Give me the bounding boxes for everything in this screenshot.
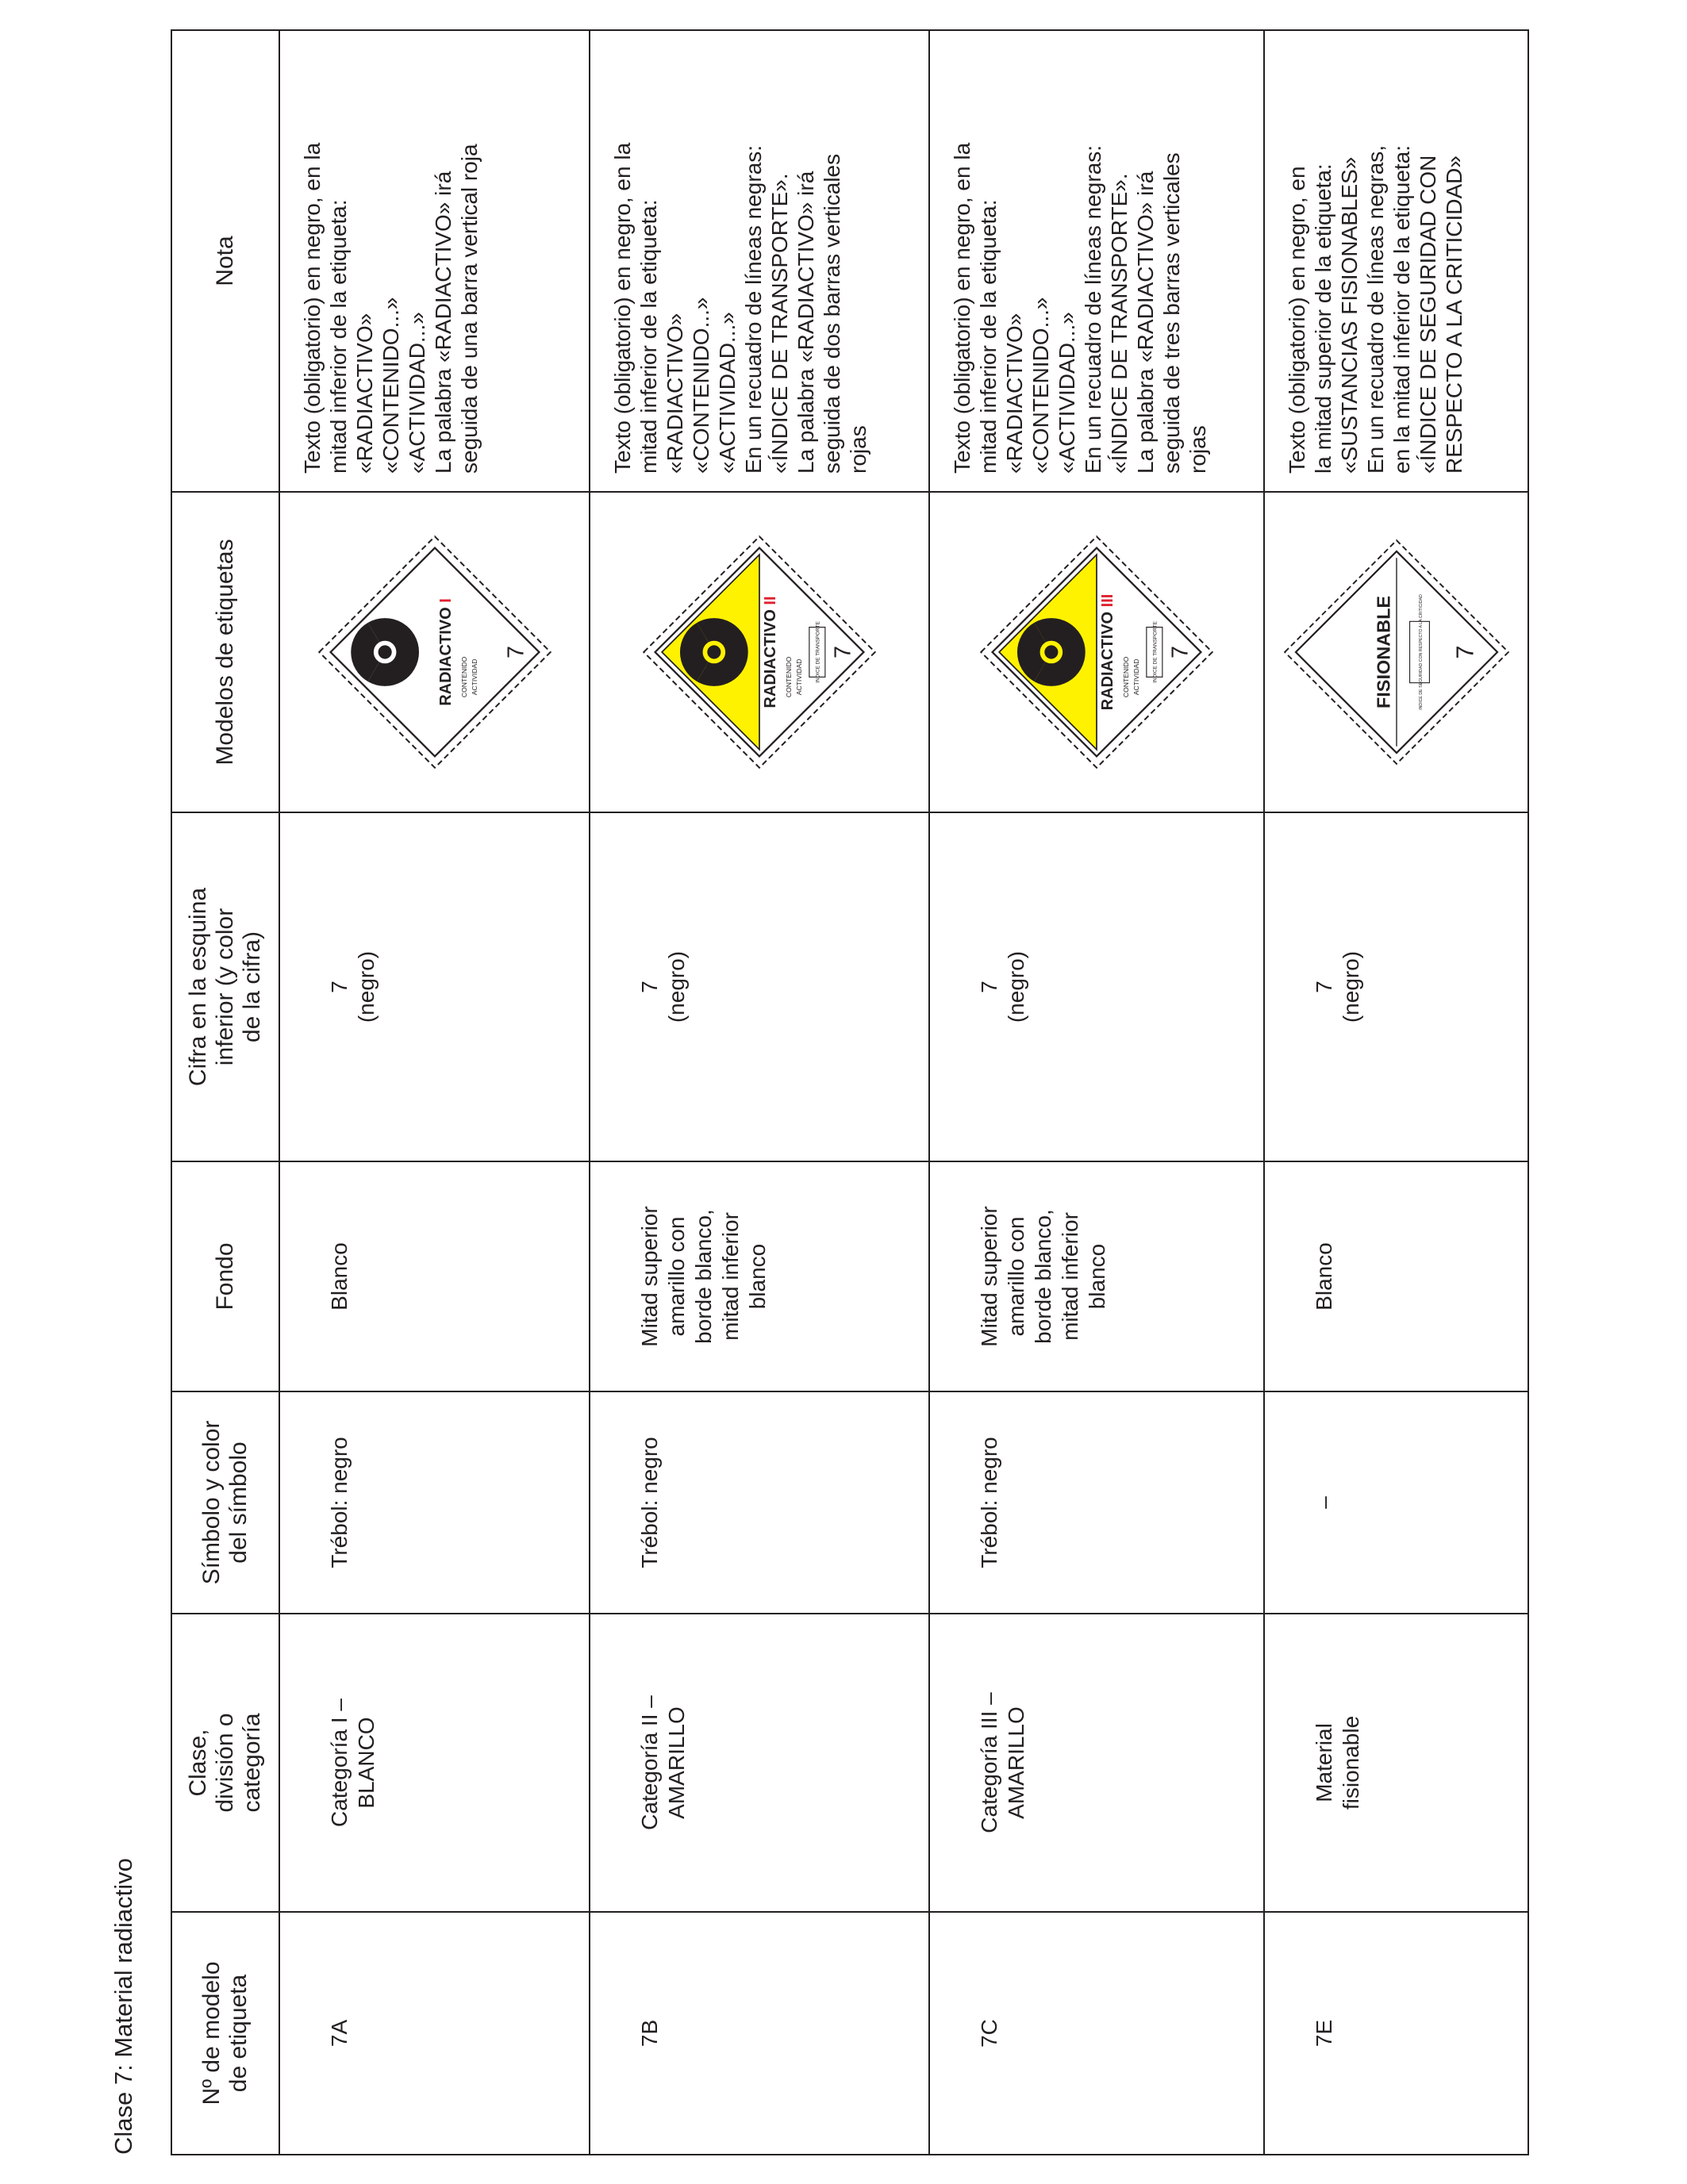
cell-model: 7B [590, 1912, 929, 2155]
cell-label-image [1264, 492, 1528, 812]
cell-figure: 7 (negro) [279, 812, 590, 1161]
header-model: Nº de modelo de etiqueta [171, 1912, 279, 2155]
cell-model: 7A [279, 1912, 590, 2155]
cell-figure: 7 (negro) [1264, 812, 1528, 1161]
header-figure: Cifra en la esquina inferior (y color de la cifra) [171, 812, 279, 1161]
svg-text:RADIACTIVO III [1099, 594, 1116, 711]
label-word: RADIACTIVO [762, 609, 779, 708]
rotated-table-wrapper [171, 31, 1526, 2155]
cell-label-image [590, 492, 929, 812]
radioactive-label-7c [978, 533, 1216, 771]
cell-model: 7C [929, 1912, 1264, 2155]
label-word: FISIONABLE [1373, 595, 1394, 709]
cell-note: Texto (obligatorio) en negro, en la mitad inferior de la etiqueta: «RADIACTIVO» «CONTENIDO...» «ACTIVIDAD...» En un recuadro de líneas negras: «ÍNDICE DE TRANSPORTE». La palabra «RADIACTIVO» irá seguida de tres barras verticales rojas [929, 30, 1264, 492]
transport-index-text: INDICE DE TRANSPORTE [1152, 621, 1159, 683]
label-content-text: CONTENIDO [785, 656, 793, 698]
label-word: RADIACTIVO [1099, 611, 1116, 711]
label-content-text: CONTENIDO [1122, 656, 1130, 698]
label-table [171, 29, 1529, 2155]
radioactive-label-7b [640, 533, 878, 771]
cell-background: Blanco [1264, 1161, 1528, 1391]
label-class-number: 7 [1451, 645, 1479, 659]
page-title: Clase 7: Material radiactivo [110, 1858, 137, 2155]
label-class-number: 7 [830, 646, 856, 658]
label-class-number: 7 [1167, 646, 1193, 658]
label-word: RADIACTIVO [436, 607, 455, 706]
table-row [1264, 30, 1528, 2155]
header-label-models: Modelos de etiquetas [171, 492, 279, 812]
svg-text:RADIACTIVO II [762, 596, 779, 708]
label-content-text: CONTENIDO [459, 656, 468, 698]
cell-note: Texto (obligatorio) en negro, en la mitad superior de la etiqueta: «SUSTANCIAS FISIONABLES» En un recuadro de líneas negras, en la mitad inferior de la etiqueta: «ÍNDICE DE SEGURIDAD CON RESPECTO A LA CRITICIDAD» [1264, 30, 1528, 492]
cell-category: Categoría II – AMARILLO [590, 1614, 929, 1912]
cell-background: Blanco [279, 1161, 590, 1391]
table-row [279, 30, 590, 2155]
cell-label-image [929, 492, 1264, 812]
cell-symbol: Trébol: negro [590, 1391, 929, 1614]
header-symbol: Símbolo y color del símbolo [171, 1391, 279, 1614]
cell-category: Categoría I – BLANCO [279, 1614, 590, 1912]
label-numeral: II [762, 596, 779, 605]
cell-category: Categoría III – AMARILLO [929, 1614, 1264, 1912]
header-note: Nota [171, 30, 279, 492]
radioactive-label-7a [316, 533, 554, 771]
criticality-index-text: INDICE DE SEGURIDAD CON RESPECTO A LA CRITICIDAD [1418, 594, 1424, 710]
label-activity-text: ACTIVIDAD [794, 658, 803, 696]
fissile-label-7e [1282, 537, 1512, 767]
cell-background: Mitad superior amarillo con borde blanco, mitad inferior blanco [929, 1161, 1264, 1391]
cell-figure: 7 (negro) [929, 812, 1264, 1161]
cell-symbol: – [1264, 1391, 1528, 1614]
label-activity-text: ACTIVIDAD [470, 658, 478, 696]
cell-symbol: Trébol: negro [279, 1391, 590, 1614]
label-class-number: 7 [502, 646, 528, 658]
cell-note: Texto (obligatorio) en negro, en la mitad inferior de la etiqueta: «RADIACTIVO» «CONTENIDO...» «ACTIVIDAD...» La palabra «RADIACTIVO» irá seguida de una barra vertical roja [279, 30, 590, 492]
label-activity-text: ACTIVIDAD [1132, 658, 1140, 696]
cell-note: Texto (obligatorio) en negro, en la mitad inferior de la etiqueta: «RADIACTIVO» «CONTENIDO...» «ACTIVIDAD...» En un recuadro de líneas negras: «ÍNDICE DE TRANSPORTE». La palabra «RADIACTIVO» irá seguida de dos barras verticales rojas [590, 30, 929, 492]
cell-symbol: Trébol: negro [929, 1391, 1264, 1614]
table-row [929, 30, 1264, 2155]
header-category: Clase, división o categoría [171, 1614, 279, 1912]
cell-model: 7E [1264, 1912, 1528, 2155]
cell-label-image [279, 492, 590, 812]
header-background: Fondo [171, 1161, 279, 1391]
cell-category: Material fisionable [1264, 1614, 1528, 1912]
svg-text:RADIACTIVO I [437, 598, 455, 706]
cell-background: Mitad superior amarillo con borde blanco, mitad inferior blanco [590, 1161, 929, 1391]
cell-figure: 7 (negro) [590, 812, 929, 1161]
header-row [171, 30, 279, 2155]
transport-index-text: INDICE DE TRANSPORTE [815, 621, 821, 683]
table-row [590, 30, 929, 2155]
label-numeral: III [1099, 593, 1116, 608]
label-numeral: I [436, 598, 455, 603]
